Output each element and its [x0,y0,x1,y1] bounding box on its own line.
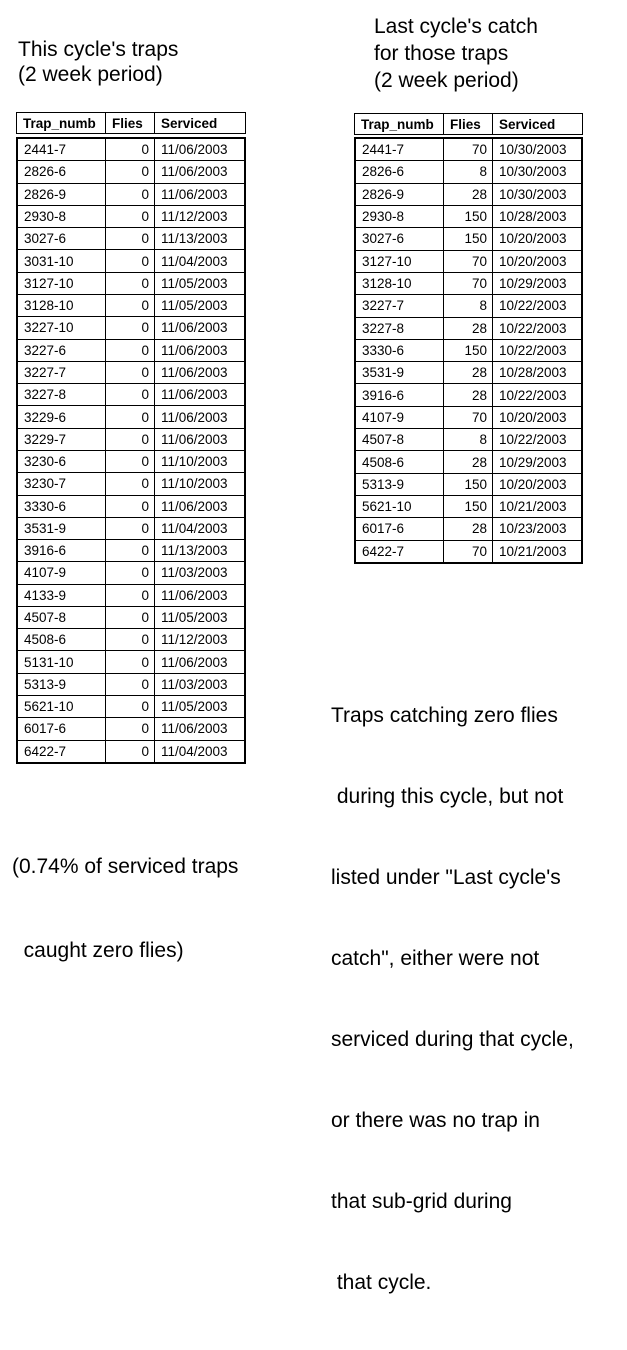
left-table-header [16,112,246,134]
table-row [18,717,244,739]
cell-serviced: 11/10/2003 [154,473,244,494]
table-row [356,272,581,294]
cell-flies: 28 [443,384,492,405]
zero-flies-percentage-note [12,797,238,1021]
table-row [18,539,244,561]
cell-flies: 28 [443,362,492,383]
cell-trap-number: 5131-10 [24,654,74,670]
cell-flies: 150 [443,206,492,227]
left-column-header-serviced: Serviced [154,113,245,133]
cell-serviced: 10/22/2003 [492,429,581,450]
explanation-note-line-6: or there was no trap in [331,1109,540,1132]
cell-trap-number: 5313-9 [24,676,67,692]
cell-serviced: 10/29/2003 [492,451,581,472]
explanation-note-line-7: that sub-grid during [331,1190,512,1213]
cell-flies: 0 [105,340,154,361]
table-row [18,450,244,472]
cell-trap-number: 5621-10 [362,499,412,515]
cell-serviced: 11/04/2003 [154,518,244,539]
cell-serviced: 11/03/2003 [154,562,244,583]
table-row [356,317,581,339]
table-row [18,650,244,672]
table-row [356,495,581,517]
cell-trap-number: 2826-6 [362,164,405,180]
explanation-note-line-8: that cycle. [331,1271,432,1294]
cell-trap-number: 3227-7 [362,298,405,314]
cell-serviced: 11/06/2003 [154,139,244,160]
table-row [18,740,244,762]
cell-flies: 70 [443,139,492,160]
table-row [18,272,244,294]
cell-serviced: 11/06/2003 [154,496,244,517]
right-table-title-line-3: (2 week period) [374,69,519,92]
table-row [356,160,581,182]
cell-serviced: 10/22/2003 [492,318,581,339]
cell-trap-number: 6422-7 [24,743,67,759]
cell-flies: 0 [105,184,154,205]
table-row [356,517,581,539]
cell-trap-number: 3027-6 [362,231,405,247]
cell-serviced: 11/06/2003 [154,362,244,383]
cell-serviced: 10/20/2003 [492,228,581,249]
cell-flies: 0 [105,295,154,316]
cell-flies: 0 [105,562,154,583]
cell-serviced: 11/13/2003 [154,540,244,561]
left-table-title [18,37,178,87]
cell-flies: 150 [443,474,492,495]
table-row [18,227,244,249]
table-row [356,406,581,428]
cell-trap-number: 3230-6 [24,454,67,470]
cell-trap-number: 4107-9 [362,409,405,425]
cell-serviced: 11/05/2003 [154,295,244,316]
table-row [18,383,244,405]
cell-flies: 150 [443,340,492,361]
cell-flies: 0 [105,496,154,517]
table-row [18,495,244,517]
cell-flies: 150 [443,496,492,517]
right-column-header-flies: Flies [443,114,492,134]
table-row [18,606,244,628]
table-row [356,205,581,227]
cell-trap-number: 4133-9 [24,587,67,603]
cell-flies: 0 [105,518,154,539]
table-row [18,139,244,160]
cell-trap-number: 2826-9 [362,186,405,202]
cell-flies: 0 [105,741,154,762]
explanation-note-line-4: catch", either were not [331,947,540,970]
cell-flies: 0 [105,250,154,271]
cell-flies: 28 [443,318,492,339]
cell-trap-number: 2441-7 [362,142,405,158]
cell-serviced: 11/06/2003 [154,718,244,739]
cell-flies: 8 [443,161,492,182]
right-column-header-trap-number: Trap_numb [361,116,434,132]
cell-serviced: 11/06/2003 [154,585,244,606]
cell-trap-number: 2826-9 [24,186,67,202]
table-row [356,227,581,249]
cell-serviced: 10/30/2003 [492,184,581,205]
table-row [356,250,581,272]
cell-serviced: 10/20/2003 [492,474,581,495]
table-row [356,139,581,160]
cell-flies: 0 [105,540,154,561]
table-row [18,205,244,227]
left-table-title-line-1: This cycle's traps [18,38,179,61]
cell-serviced: 10/28/2003 [492,206,581,227]
table-row [356,473,581,495]
cell-trap-number: 4507-8 [362,432,405,448]
cell-trap-number: 3531-9 [362,365,405,381]
left-table-title-line-2: (2 week period) [18,63,163,86]
right-table-header [354,113,583,135]
cell-serviced: 10/20/2003 [492,407,581,428]
explanation-note-line-1: Traps catching zero flies [331,704,558,727]
cell-trap-number: 4508-6 [24,632,67,648]
cell-flies: 0 [105,384,154,405]
cell-flies: 0 [105,273,154,294]
cell-flies: 0 [105,161,154,182]
cell-serviced: 11/12/2003 [154,206,244,227]
cell-trap-number: 3916-6 [362,387,405,403]
left-table-body [16,137,246,764]
cell-flies: 0 [105,674,154,695]
cell-trap-number: 3227-8 [24,387,67,403]
table-row [18,339,244,361]
cell-trap-number: 3128-10 [362,276,412,292]
cell-trap-number: 6017-6 [24,721,67,737]
cell-trap-number: 3229-6 [24,409,67,425]
table-row [356,294,581,316]
zero-flies-percentage-note-line-1: (0.74% of serviced traps [12,855,239,878]
table-row [356,183,581,205]
table-row [18,628,244,650]
cell-serviced: 11/06/2003 [154,651,244,672]
cell-trap-number: 3230-7 [24,476,67,492]
cell-flies: 150 [443,228,492,249]
cell-flies: 0 [105,139,154,160]
cell-flies: 28 [443,184,492,205]
zero-flies-percentage-note-line-2: caught zero flies) [12,939,184,962]
cell-serviced: 10/30/2003 [492,139,581,160]
cell-serviced: 10/29/2003 [492,273,581,294]
right-table-title-line-2: for those traps [374,42,509,65]
cell-trap-number: 3027-6 [24,231,67,247]
cell-serviced: 11/04/2003 [154,250,244,271]
cell-trap-number: 6422-7 [362,543,405,559]
cell-serviced: 11/06/2003 [154,161,244,182]
cell-flies: 0 [105,629,154,650]
cell-flies: 70 [443,541,492,562]
cell-serviced: 10/22/2003 [492,295,581,316]
cell-flies: 28 [443,451,492,472]
cell-flies: 0 [105,206,154,227]
cell-flies: 0 [105,429,154,450]
cell-trap-number: 3330-6 [24,498,67,514]
cell-trap-number: 4507-8 [24,610,67,626]
cell-serviced: 10/22/2003 [492,340,581,361]
cell-flies: 0 [105,451,154,472]
cell-trap-number: 3031-10 [24,253,74,269]
table-row [18,472,244,494]
cell-flies: 8 [443,429,492,450]
table-row [356,450,581,472]
cell-flies: 0 [105,228,154,249]
cell-serviced: 11/03/2003 [154,674,244,695]
cell-trap-number: 3128-10 [24,298,74,314]
right-table-title-line-1: Last cycle's catch [374,15,538,38]
cell-serviced: 10/23/2003 [492,518,581,539]
cell-trap-number: 4107-9 [24,565,67,581]
cell-serviced: 11/10/2003 [154,451,244,472]
cell-flies: 0 [105,651,154,672]
cell-flies: 0 [105,718,154,739]
cell-trap-number: 3227-10 [24,320,74,336]
table-row [18,361,244,383]
cell-serviced: 11/06/2003 [154,184,244,205]
cell-serviced: 11/05/2003 [154,607,244,628]
cell-serviced: 10/21/2003 [492,541,581,562]
cell-serviced: 10/21/2003 [492,496,581,517]
table-row [18,561,244,583]
table-row [18,517,244,539]
cell-flies: 70 [443,273,492,294]
cell-trap-number: 2826-6 [24,164,67,180]
explanation-note [331,648,574,1350]
cell-trap-number: 3916-6 [24,543,67,559]
cell-flies: 0 [105,317,154,338]
cell-flies: 70 [443,251,492,272]
cell-serviced: 10/22/2003 [492,384,581,405]
right-column-header-serviced: Serviced [492,114,582,134]
cell-trap-number: 3227-6 [24,342,67,358]
table-row [18,160,244,182]
table-row [18,428,244,450]
cell-trap-number: 5313-9 [362,476,405,492]
cell-serviced: 11/06/2003 [154,406,244,427]
table-row [356,383,581,405]
cell-trap-number: 2441-7 [24,142,67,158]
explanation-note-line-2: during this cycle, but not [331,785,564,808]
cell-flies: 70 [443,407,492,428]
cell-trap-number: 3127-10 [24,275,74,291]
cell-serviced: 11/06/2003 [154,317,244,338]
cell-flies: 0 [105,585,154,606]
table-row [18,249,244,271]
left-column-header-trap-number: Trap_numb [23,115,96,131]
table-row [18,673,244,695]
cell-trap-number: 3127-10 [362,253,412,269]
left-column-header-flies: Flies [105,113,154,133]
cell-trap-number: 3227-7 [24,364,67,380]
right-table-title [374,13,538,94]
table-row [18,183,244,205]
table-row [18,695,244,717]
cell-serviced: 11/04/2003 [154,741,244,762]
cell-flies: 0 [105,362,154,383]
cell-serviced: 11/06/2003 [154,384,244,405]
table-row [356,428,581,450]
cell-serviced: 11/06/2003 [154,429,244,450]
table-row [356,361,581,383]
cell-trap-number: 3330-6 [362,342,405,358]
cell-serviced: 11/06/2003 [154,340,244,361]
cell-flies: 0 [105,473,154,494]
cell-trap-number: 5621-10 [24,699,74,715]
cell-flies: 8 [443,295,492,316]
table-row [18,584,244,606]
cell-trap-number: 4508-6 [362,454,405,470]
explanation-note-line-5: serviced during that cycle, [331,1028,574,1051]
cell-trap-number: 6017-6 [362,521,405,537]
explanation-note-line-3: listed under "Last cycle's [331,866,561,889]
cell-trap-number: 3227-8 [362,320,405,336]
table-row [18,294,244,316]
cell-trap-number: 2930-8 [362,209,405,225]
cell-serviced: 11/05/2003 [154,696,244,717]
cell-serviced: 11/12/2003 [154,629,244,650]
cell-serviced: 10/20/2003 [492,251,581,272]
cell-trap-number: 3531-9 [24,520,67,536]
cell-flies: 0 [105,607,154,628]
table-row [356,339,581,361]
cell-trap-number: 2930-8 [24,208,67,224]
cell-serviced: 10/30/2003 [492,161,581,182]
cell-serviced: 10/28/2003 [492,362,581,383]
cell-flies: 28 [443,518,492,539]
cell-trap-number: 3229-7 [24,431,67,447]
table-row [18,316,244,338]
table-row [356,540,581,562]
cell-flies: 0 [105,696,154,717]
right-table-body [354,137,583,564]
cell-serviced: 11/13/2003 [154,228,244,249]
cell-flies: 0 [105,406,154,427]
cell-serviced: 11/05/2003 [154,273,244,294]
table-row [18,405,244,427]
